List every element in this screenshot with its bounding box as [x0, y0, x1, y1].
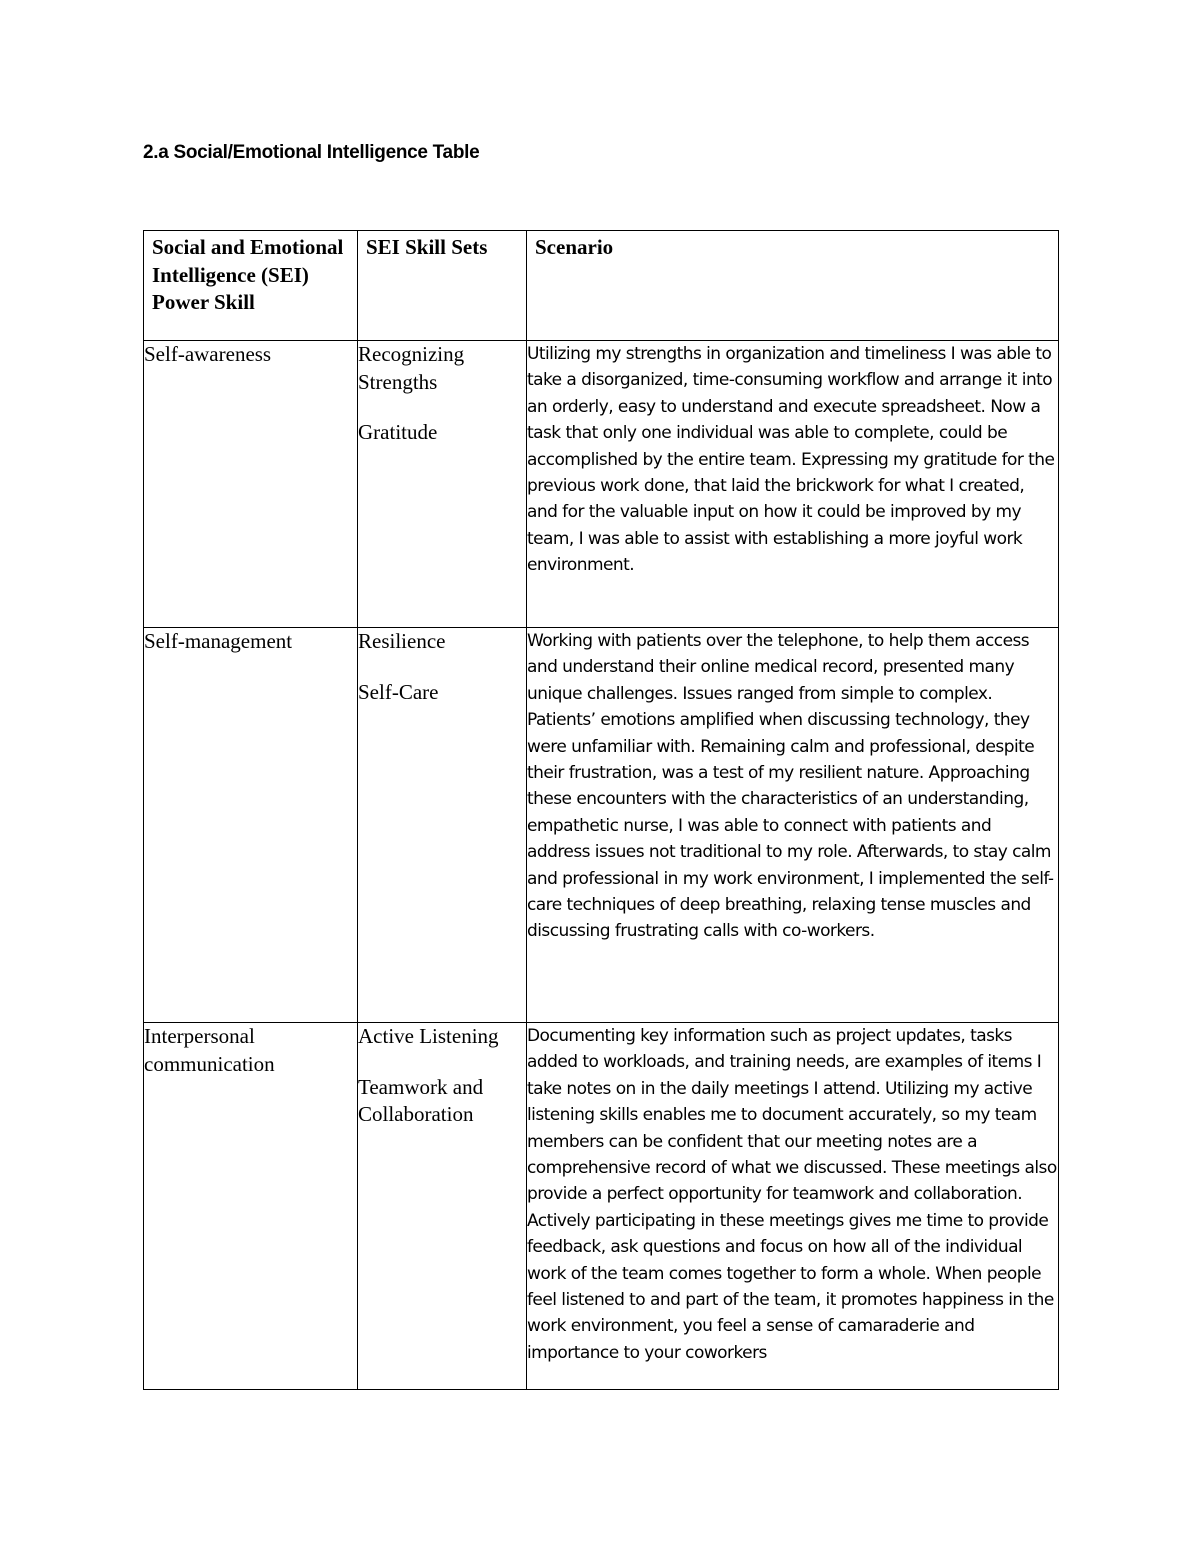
scenario-text: Documenting key information such as project updates, tasks added to workloads, and training needs, are examples of items I take notes on in the daily meetings I attend. Utilizing my active listening skills enables me to document accurately, so my team members can be confident that our meeting notes are a comprehensive record of what we discussed. These meetings also provide a perfect opportunity for teamwork and collaboration. Actively participating in these meetings gives me time to provide feedback, ask questions and focus on how all of the individual work of the team comes together to form a whole. When people feel listened to and part of the team, it promotes happiness in the work environment, you feel a sense of camaraderie and importance to your coworkers [527, 1026, 1057, 1363]
table-row [144, 628, 1059, 1023]
skill-set-item: Self-Care [358, 679, 439, 704]
header-scenario: Scenario [527, 231, 1059, 341]
power-skill-cell [144, 1023, 358, 1390]
power-skill-label: Self-management [144, 629, 293, 653]
scenario-cell [527, 628, 1059, 1023]
power-skill-cell [144, 628, 358, 1023]
power-skill-label: Interpersonal communication [144, 1024, 275, 1076]
table-row [144, 1023, 1059, 1390]
skill-sets-cell [358, 628, 527, 1023]
header-skill-sets: SEI Skill Sets [358, 231, 527, 341]
skill-set-item: Gratitude [358, 420, 438, 444]
document-title: 2.a Social/Emotional Intelligence Table [143, 142, 480, 163]
skill-set-item: Resilience [358, 629, 446, 653]
scenario-text: Utilizing my strengths in organization and timeliness I was able to take a disorganized, time-consuming workflow and arrange it into an orderly, easy to understand and execute spreadsheet. Now a task that only one individual was able to complete, could be accomplished by the entire team. Expressing my gratitude for the previous work done, that laid the brickwork for what I created, and for the valuable input on how it could be improved by my team, I was able to assist with establishing a more joyful work environment. [527, 344, 1055, 576]
power-skill-cell [144, 341, 358, 628]
scenario-cell [527, 341, 1059, 628]
table-header-row [144, 231, 1059, 341]
scenario-text: Working with patients over the telephone, to help them access and understand their online medical record, presented many unique challenges. Issues ranged from simple to complex. Patients’ emotions amplified when discussing technology, they were unfamiliar with. Remaining calm and professional, despite their frustration, was a test of my resilient nature. Approaching these encounters with the characteristics of an understanding, empathetic nurse, I was able to connect with patients and address issues not traditional to my role. Afterwards, to stay calm and professional in my work environment, I implemented the self-care techniques of deep breathing, relaxing tense muscles and discussing frustrating calls with co-workers. [527, 631, 1054, 942]
scenario-cell [527, 1023, 1059, 1390]
skill-sets-cell [358, 341, 527, 628]
header-power-skill: Social and Emotional Intelligence (SEI) Power Skill [144, 231, 358, 341]
skill-sets-cell [358, 1023, 527, 1390]
skill-set-item: Teamwork and Collaboration [358, 1074, 484, 1126]
skill-set-item: Recognizing Strengths [358, 342, 465, 394]
table-row [144, 341, 1059, 628]
skill-set-item: Active Listening [358, 1024, 499, 1048]
power-skill-label: Self-awareness [144, 342, 272, 366]
sei-table [143, 230, 1059, 1390]
